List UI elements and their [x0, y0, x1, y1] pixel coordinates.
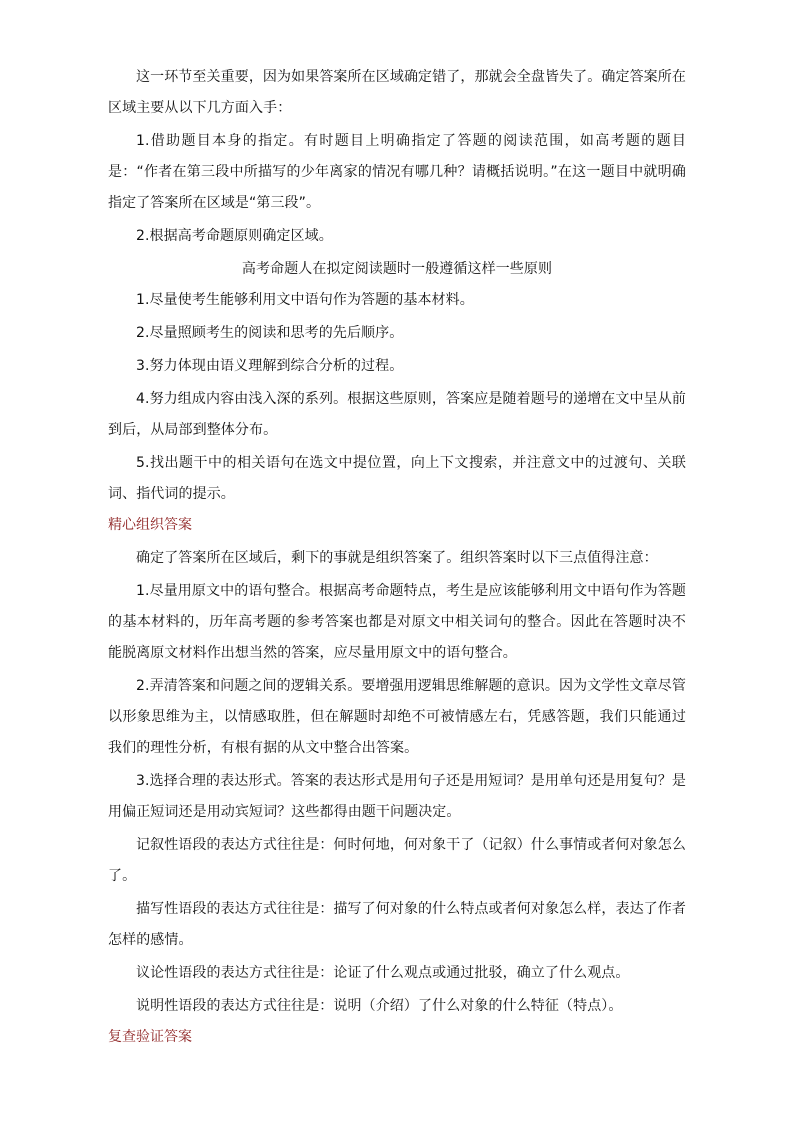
- section2-item: 3.选择合理的表达形式。答案的表达形式是用句子还是用短词？是用单句还是用复句？是用偏正短词还是用动宾短词？这些都得由题干问题决定。: [108, 773, 686, 820]
- principle-item: 2.尽量照顾考生的阅读和思考的先后顺序。: [136, 325, 404, 341]
- section2-item: 1.尽量用原文中的语句整合。根据高考命题特点，考生是应该能够利用文中语句作为答题的基本材料的，历年高考题的参考答案也都是对原文中相关词句的整合。因此在答题时决不能脱离原文材料作出想当然的答案，应尽量用原文中的语句整合。: [108, 583, 686, 661]
- section1-item-1: 1.借助题目本身的指定。有时题目上明确指定了答题的阅读范围，如高考题的题目是：“作者在第三段中所描写的少年离家的情况有哪几种？请概括说明。”在这一题目中就明确指定了答案所在区域是“第三段”。: [108, 133, 686, 211]
- principle-item: 1.尽量使考生能够利用文中语句作为答题的基本材料。: [136, 292, 474, 308]
- section-heading-verify-answer: 复查验证答案: [108, 1029, 192, 1045]
- document-body: [108, 62, 686, 1053]
- expression-expository: 说明性语段的表达方式往往是：说明（介绍）了什么对象的什么特征（特点）。: [136, 998, 623, 1014]
- section1-item-2: 2.根据高考命题原则确定区域。: [136, 228, 333, 244]
- principles-title: 高考命题人在拟定阅读题时一般遵循这样一些原则: [241, 261, 553, 277]
- principle-item: 5.找出题干中的相关语句在选文中提位置，向上下文搜索，并注意文中的过渡句、关联词、指代词的提示。: [108, 455, 686, 502]
- principle-item: 4.努力组成内容由浅入深的系列。根据这些原则，答案应是随着题号的递增在文中呈从前到后，从局部到整体分布。: [108, 391, 686, 438]
- section2-intro: 确定了答案所在区域后，剩下的事就是组织答案了。组织答案时以下三点值得注意：: [136, 550, 658, 566]
- principle-item: 3.努力体现由语义理解到综合分析的过程。: [136, 358, 404, 374]
- expression-argumentative: 议论性语段的表达方式往往是：论证了什么观点或通过批驳，确立了什么观点。: [136, 965, 630, 981]
- section-heading-organize-answer: 精心组织答案: [108, 517, 192, 533]
- section2-item: 2.弄清答案和问题之间的逻辑关系。要增强用逻辑思维解题的意识。因为文学性文章尽管以形象思维为主，以情感取胜，但在解题时却绝不可被情感左右，凭感答题，我们只能通过我们的理性分析，有根有据的从文中整合出答案。: [108, 678, 686, 756]
- section1-intro: 这一环节至关重要，因为如果答案所在区域确定错了，那就会全盘皆失了。确定答案所在区域主要从以下几方面入手：: [108, 69, 686, 116]
- expression-descriptive: 描写性语段的表达方式往往是：描写了何对象的什么特点或者何对象怎么样，表达了作者怎样的感情。: [108, 901, 686, 948]
- expression-narrative: 记叙性语段的表达方式往往是：何时何地，何对象干了（记叙）什么事情或者何对象怎么了。: [108, 837, 686, 884]
